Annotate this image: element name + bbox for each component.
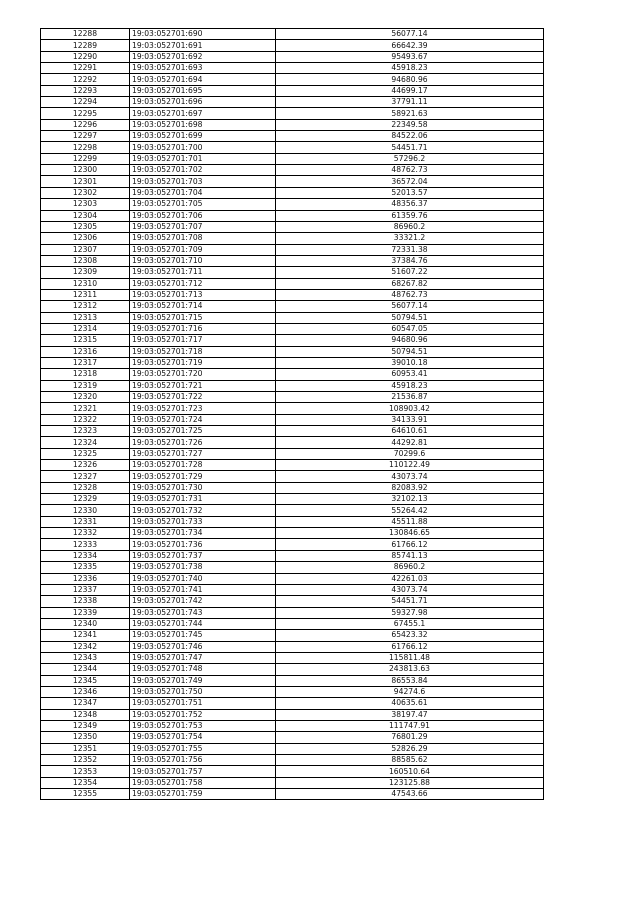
table-row bbox=[41, 369, 544, 380]
cadastral-number-cell: 19:03:052701:752 bbox=[130, 709, 276, 720]
cadastral-number-cell: 19:03:052701:696 bbox=[130, 97, 276, 108]
cadastral-number-cell: 19:03:052701:720 bbox=[130, 369, 276, 380]
cadastral-number-cell: 19:03:052701:714 bbox=[130, 301, 276, 312]
row-number-cell: 12303 bbox=[41, 199, 130, 210]
cadastral-number-cell: 19:03:052701:690 bbox=[130, 29, 276, 40]
row-number-cell: 12355 bbox=[41, 789, 130, 800]
row-number-cell: 12340 bbox=[41, 618, 130, 629]
value-cell: 50794.51 bbox=[276, 346, 544, 357]
cadastral-number-cell: 19:03:052701:745 bbox=[130, 630, 276, 641]
value-cell: 61359.76 bbox=[276, 210, 544, 221]
row-number-cell: 12328 bbox=[41, 482, 130, 493]
table-row bbox=[41, 720, 544, 731]
value-cell: 43073.74 bbox=[276, 584, 544, 595]
value-cell: 34133.91 bbox=[276, 414, 544, 425]
value-cell: 60547.05 bbox=[276, 323, 544, 334]
table-row bbox=[41, 176, 544, 187]
cadastral-number-cell: 19:03:052701:734 bbox=[130, 528, 276, 539]
value-cell: 86553.84 bbox=[276, 675, 544, 686]
table-row bbox=[41, 550, 544, 561]
table-row bbox=[41, 108, 544, 119]
cadastral-number-cell: 19:03:052701:723 bbox=[130, 403, 276, 414]
row-number-cell: 12353 bbox=[41, 766, 130, 777]
cadastral-number-cell: 19:03:052701:759 bbox=[130, 789, 276, 800]
table-row bbox=[41, 74, 544, 85]
row-number-cell: 12352 bbox=[41, 755, 130, 766]
value-cell: 39010.18 bbox=[276, 357, 544, 368]
cadastral-number-cell: 19:03:052701:738 bbox=[130, 562, 276, 573]
cadastral-number-cell: 19:03:052701:710 bbox=[130, 255, 276, 266]
cadastral-number-cell: 19:03:052701:706 bbox=[130, 210, 276, 221]
value-cell: 40635.61 bbox=[276, 698, 544, 709]
cadastral-number-cell: 19:03:052701:740 bbox=[130, 573, 276, 584]
cadastral-number-cell: 19:03:052701:750 bbox=[130, 686, 276, 697]
row-number-cell: 12300 bbox=[41, 165, 130, 176]
row-number-cell: 12319 bbox=[41, 380, 130, 391]
cadastral-number-cell: 19:03:052701:715 bbox=[130, 312, 276, 323]
table-row bbox=[41, 607, 544, 618]
cadastral-number-cell: 19:03:052701:747 bbox=[130, 652, 276, 663]
cadastral-number-cell: 19:03:052701:697 bbox=[130, 108, 276, 119]
cadastral-number-cell: 19:03:052701:736 bbox=[130, 539, 276, 550]
value-cell: 21536.87 bbox=[276, 392, 544, 403]
value-cell: 68267.82 bbox=[276, 278, 544, 289]
row-number-cell: 12292 bbox=[41, 74, 130, 85]
table-row bbox=[41, 789, 544, 800]
table-row bbox=[41, 278, 544, 289]
table-row bbox=[41, 97, 544, 108]
value-cell: 160510.64 bbox=[276, 766, 544, 777]
table-row bbox=[41, 755, 544, 766]
cadastral-number-cell: 19:03:052701:753 bbox=[130, 720, 276, 731]
table-row bbox=[41, 460, 544, 471]
cadastral-number-cell: 19:03:052701:704 bbox=[130, 187, 276, 198]
cadastral-number-cell: 19:03:052701:724 bbox=[130, 414, 276, 425]
row-number-cell: 12334 bbox=[41, 550, 130, 561]
row-number-cell: 12342 bbox=[41, 641, 130, 652]
value-cell: 60953.41 bbox=[276, 369, 544, 380]
value-cell: 45511.88 bbox=[276, 516, 544, 527]
table-row bbox=[41, 312, 544, 323]
table-row bbox=[41, 131, 544, 142]
table-row bbox=[41, 233, 544, 244]
value-cell: 43073.74 bbox=[276, 471, 544, 482]
table-row bbox=[41, 777, 544, 788]
table-row bbox=[41, 448, 544, 459]
cadastral-number-cell: 19:03:052701:741 bbox=[130, 584, 276, 595]
row-number-cell: 12341 bbox=[41, 630, 130, 641]
cadastral-number-cell: 19:03:052701:695 bbox=[130, 85, 276, 96]
row-number-cell: 12293 bbox=[41, 85, 130, 96]
table-row bbox=[41, 766, 544, 777]
table-row bbox=[41, 403, 544, 414]
cadastral-number-cell: 19:03:052701:748 bbox=[130, 664, 276, 675]
table-row bbox=[41, 698, 544, 709]
value-cell: 94680.96 bbox=[276, 335, 544, 346]
table-row bbox=[41, 494, 544, 505]
row-number-cell: 12310 bbox=[41, 278, 130, 289]
row-number-cell: 12349 bbox=[41, 720, 130, 731]
table-row bbox=[41, 346, 544, 357]
row-number-cell: 12289 bbox=[41, 40, 130, 51]
table-row bbox=[41, 743, 544, 754]
row-number-cell: 12290 bbox=[41, 51, 130, 62]
row-number-cell: 12351 bbox=[41, 743, 130, 754]
row-number-cell: 12298 bbox=[41, 142, 130, 153]
value-cell: 86960.2 bbox=[276, 562, 544, 573]
cadastral-number-cell: 19:03:052701:729 bbox=[130, 471, 276, 482]
value-cell: 45918.23 bbox=[276, 380, 544, 391]
cadastral-number-cell: 19:03:052701:733 bbox=[130, 516, 276, 527]
row-number-cell: 12350 bbox=[41, 732, 130, 743]
table-row bbox=[41, 630, 544, 641]
row-number-cell: 12302 bbox=[41, 187, 130, 198]
row-number-cell: 12333 bbox=[41, 539, 130, 550]
table-row bbox=[41, 471, 544, 482]
table-row bbox=[41, 357, 544, 368]
cadastral-number-cell: 19:03:052701:756 bbox=[130, 755, 276, 766]
row-number-cell: 12308 bbox=[41, 255, 130, 266]
value-cell: 52013.57 bbox=[276, 187, 544, 198]
row-number-cell: 12317 bbox=[41, 357, 130, 368]
value-cell: 42261.03 bbox=[276, 573, 544, 584]
table-row bbox=[41, 63, 544, 74]
row-number-cell: 12345 bbox=[41, 675, 130, 686]
table-row bbox=[41, 573, 544, 584]
cadastral-number-cell: 19:03:052701:746 bbox=[130, 641, 276, 652]
row-number-cell: 12313 bbox=[41, 312, 130, 323]
value-cell: 55264.42 bbox=[276, 505, 544, 516]
table-row bbox=[41, 380, 544, 391]
cadastral-number-cell: 19:03:052701:709 bbox=[130, 244, 276, 255]
value-cell: 95493.67 bbox=[276, 51, 544, 62]
table-row bbox=[41, 709, 544, 720]
row-number-cell: 12304 bbox=[41, 210, 130, 221]
table-row bbox=[41, 153, 544, 164]
cadastral-number-cell: 19:03:052701:716 bbox=[130, 323, 276, 334]
row-number-cell: 12348 bbox=[41, 709, 130, 720]
value-cell: 94274.6 bbox=[276, 686, 544, 697]
value-cell: 94680.96 bbox=[276, 74, 544, 85]
table-row bbox=[41, 221, 544, 232]
row-number-cell: 12354 bbox=[41, 777, 130, 788]
row-number-cell: 12322 bbox=[41, 414, 130, 425]
value-cell: 45918.23 bbox=[276, 63, 544, 74]
cadastral-number-cell: 19:03:052701:708 bbox=[130, 233, 276, 244]
cadastral-number-cell: 19:03:052701:700 bbox=[130, 142, 276, 153]
table-row bbox=[41, 686, 544, 697]
table-row bbox=[41, 255, 544, 266]
table-row bbox=[41, 482, 544, 493]
table-row bbox=[41, 675, 544, 686]
value-cell: 33321.2 bbox=[276, 233, 544, 244]
table-row bbox=[41, 199, 544, 210]
cadastral-number-cell: 19:03:052701:707 bbox=[130, 221, 276, 232]
row-number-cell: 12309 bbox=[41, 267, 130, 278]
cadastral-number-cell: 19:03:052701:730 bbox=[130, 482, 276, 493]
row-number-cell: 12316 bbox=[41, 346, 130, 357]
table-body bbox=[41, 29, 544, 800]
cadastral-number-cell: 19:03:052701:731 bbox=[130, 494, 276, 505]
value-cell: 84522.06 bbox=[276, 131, 544, 142]
cadastral-number-cell: 19:03:052701:719 bbox=[130, 357, 276, 368]
table-row bbox=[41, 119, 544, 130]
cadastral-number-cell: 19:03:052701:698 bbox=[130, 119, 276, 130]
cadastral-number-cell: 19:03:052701:722 bbox=[130, 392, 276, 403]
value-cell: 72331.38 bbox=[276, 244, 544, 255]
table-row bbox=[41, 51, 544, 62]
cadastral-number-cell: 19:03:052701:727 bbox=[130, 448, 276, 459]
row-number-cell: 12343 bbox=[41, 652, 130, 663]
row-number-cell: 12335 bbox=[41, 562, 130, 573]
table-row bbox=[41, 618, 544, 629]
cadastral-number-cell: 19:03:052701:701 bbox=[130, 153, 276, 164]
value-cell: 111747.91 bbox=[276, 720, 544, 731]
cadastral-number-cell: 19:03:052701:702 bbox=[130, 165, 276, 176]
row-number-cell: 12297 bbox=[41, 131, 130, 142]
cadastral-number-cell: 19:03:052701:699 bbox=[130, 131, 276, 142]
table-row bbox=[41, 392, 544, 403]
row-number-cell: 12332 bbox=[41, 528, 130, 539]
row-number-cell: 12326 bbox=[41, 460, 130, 471]
value-cell: 36572.04 bbox=[276, 176, 544, 187]
value-cell: 65423.32 bbox=[276, 630, 544, 641]
value-cell: 56077.14 bbox=[276, 301, 544, 312]
table-row bbox=[41, 516, 544, 527]
value-cell: 57296.2 bbox=[276, 153, 544, 164]
cadastral-number-cell: 19:03:052701:721 bbox=[130, 380, 276, 391]
row-number-cell: 12291 bbox=[41, 63, 130, 74]
value-cell: 48762.73 bbox=[276, 289, 544, 300]
table-row bbox=[41, 732, 544, 743]
cadastral-number-cell: 19:03:052701:755 bbox=[130, 743, 276, 754]
table-row bbox=[41, 584, 544, 595]
cadastral-number-cell: 19:03:052701:732 bbox=[130, 505, 276, 516]
cadastral-number-cell: 19:03:052701:711 bbox=[130, 267, 276, 278]
table-row bbox=[41, 29, 544, 40]
value-cell: 61766.12 bbox=[276, 641, 544, 652]
value-cell: 130846.65 bbox=[276, 528, 544, 539]
cadastral-number-cell: 19:03:052701:749 bbox=[130, 675, 276, 686]
row-number-cell: 12338 bbox=[41, 596, 130, 607]
cadastral-number-cell: 19:03:052701:751 bbox=[130, 698, 276, 709]
cadastral-number-cell: 19:03:052701:757 bbox=[130, 766, 276, 777]
cadastral-number-cell: 19:03:052701:705 bbox=[130, 199, 276, 210]
cadastral-number-cell: 19:03:052701:692 bbox=[130, 51, 276, 62]
value-cell: 38197.47 bbox=[276, 709, 544, 720]
table-row bbox=[41, 187, 544, 198]
value-cell: 108903.42 bbox=[276, 403, 544, 414]
table-row bbox=[41, 426, 544, 437]
value-cell: 52826.29 bbox=[276, 743, 544, 754]
cadastral-number-cell: 19:03:052701:726 bbox=[130, 437, 276, 448]
row-number-cell: 12337 bbox=[41, 584, 130, 595]
table-row bbox=[41, 539, 544, 550]
row-number-cell: 12305 bbox=[41, 221, 130, 232]
row-number-cell: 12331 bbox=[41, 516, 130, 527]
value-cell: 64610.61 bbox=[276, 426, 544, 437]
cadastral-number-cell: 19:03:052701:737 bbox=[130, 550, 276, 561]
value-cell: 50794.51 bbox=[276, 312, 544, 323]
cadastral-number-cell: 19:03:052701:691 bbox=[130, 40, 276, 51]
value-cell: 48762.73 bbox=[276, 165, 544, 176]
table-row bbox=[41, 85, 544, 96]
row-number-cell: 12307 bbox=[41, 244, 130, 255]
value-cell: 48356.37 bbox=[276, 199, 544, 210]
cadastral-number-cell: 19:03:052701:754 bbox=[130, 732, 276, 743]
value-cell: 70299.6 bbox=[276, 448, 544, 459]
row-number-cell: 12346 bbox=[41, 686, 130, 697]
row-number-cell: 12327 bbox=[41, 471, 130, 482]
table-row bbox=[41, 267, 544, 278]
value-cell: 61766.12 bbox=[276, 539, 544, 550]
row-number-cell: 12344 bbox=[41, 664, 130, 675]
value-cell: 37384.76 bbox=[276, 255, 544, 266]
table-row bbox=[41, 323, 544, 334]
row-number-cell: 12296 bbox=[41, 119, 130, 130]
row-number-cell: 12329 bbox=[41, 494, 130, 505]
table-row bbox=[41, 142, 544, 153]
table-row bbox=[41, 335, 544, 346]
value-cell: 32102.13 bbox=[276, 494, 544, 505]
row-number-cell: 12339 bbox=[41, 607, 130, 618]
value-cell: 44699.17 bbox=[276, 85, 544, 96]
value-cell: 86960.2 bbox=[276, 221, 544, 232]
value-cell: 37791.11 bbox=[276, 97, 544, 108]
table-row bbox=[41, 40, 544, 51]
row-number-cell: 12336 bbox=[41, 573, 130, 584]
value-cell: 115811.48 bbox=[276, 652, 544, 663]
value-cell: 110122.49 bbox=[276, 460, 544, 471]
table-row bbox=[41, 528, 544, 539]
cadastral-number-cell: 19:03:052701:742 bbox=[130, 596, 276, 607]
row-number-cell: 12294 bbox=[41, 97, 130, 108]
row-number-cell: 12315 bbox=[41, 335, 130, 346]
row-number-cell: 12325 bbox=[41, 448, 130, 459]
table-row bbox=[41, 414, 544, 425]
table-row bbox=[41, 596, 544, 607]
row-number-cell: 12314 bbox=[41, 323, 130, 334]
data-table bbox=[40, 28, 544, 800]
row-number-cell: 12299 bbox=[41, 153, 130, 164]
cadastral-number-cell: 19:03:052701:728 bbox=[130, 460, 276, 471]
cadastral-number-cell: 19:03:052701:718 bbox=[130, 346, 276, 357]
cadastral-number-cell: 19:03:052701:713 bbox=[130, 289, 276, 300]
row-number-cell: 12318 bbox=[41, 369, 130, 380]
value-cell: 66642.39 bbox=[276, 40, 544, 51]
table-row bbox=[41, 165, 544, 176]
value-cell: 22349.58 bbox=[276, 119, 544, 130]
table-row bbox=[41, 289, 544, 300]
table-row bbox=[41, 562, 544, 573]
value-cell: 47543.66 bbox=[276, 789, 544, 800]
value-cell: 58921.63 bbox=[276, 108, 544, 119]
value-cell: 76801.29 bbox=[276, 732, 544, 743]
table-row bbox=[41, 505, 544, 516]
value-cell: 123125.88 bbox=[276, 777, 544, 788]
row-number-cell: 12323 bbox=[41, 426, 130, 437]
row-number-cell: 12321 bbox=[41, 403, 130, 414]
value-cell: 44292.81 bbox=[276, 437, 544, 448]
row-number-cell: 12301 bbox=[41, 176, 130, 187]
cadastral-number-cell: 19:03:052701:717 bbox=[130, 335, 276, 346]
row-number-cell: 12306 bbox=[41, 233, 130, 244]
cadastral-number-cell: 19:03:052701:712 bbox=[130, 278, 276, 289]
cadastral-number-cell: 19:03:052701:693 bbox=[130, 63, 276, 74]
value-cell: 51607.22 bbox=[276, 267, 544, 278]
row-number-cell: 12295 bbox=[41, 108, 130, 119]
value-cell: 88585.62 bbox=[276, 755, 544, 766]
value-cell: 82083.92 bbox=[276, 482, 544, 493]
row-number-cell: 12312 bbox=[41, 301, 130, 312]
row-number-cell: 12347 bbox=[41, 698, 130, 709]
table-row bbox=[41, 652, 544, 663]
cadastral-number-cell: 19:03:052701:744 bbox=[130, 618, 276, 629]
table-row bbox=[41, 301, 544, 312]
cadastral-number-cell: 19:03:052701:703 bbox=[130, 176, 276, 187]
table-row bbox=[41, 244, 544, 255]
value-cell: 54451.71 bbox=[276, 596, 544, 607]
table-row bbox=[41, 641, 544, 652]
cadastral-number-cell: 19:03:052701:694 bbox=[130, 74, 276, 85]
value-cell: 85741.13 bbox=[276, 550, 544, 561]
value-cell: 54451.71 bbox=[276, 142, 544, 153]
row-number-cell: 12288 bbox=[41, 29, 130, 40]
cadastral-number-cell: 19:03:052701:758 bbox=[130, 777, 276, 788]
table-row bbox=[41, 664, 544, 675]
value-cell: 67455.1 bbox=[276, 618, 544, 629]
row-number-cell: 12320 bbox=[41, 392, 130, 403]
cadastral-number-cell: 19:03:052701:725 bbox=[130, 426, 276, 437]
row-number-cell: 12324 bbox=[41, 437, 130, 448]
value-cell: 243813.63 bbox=[276, 664, 544, 675]
row-number-cell: 12330 bbox=[41, 505, 130, 516]
table-row bbox=[41, 210, 544, 221]
row-number-cell: 12311 bbox=[41, 289, 130, 300]
table-row bbox=[41, 437, 544, 448]
value-cell: 59327.98 bbox=[276, 607, 544, 618]
value-cell: 56077.14 bbox=[276, 29, 544, 40]
cadastral-number-cell: 19:03:052701:743 bbox=[130, 607, 276, 618]
